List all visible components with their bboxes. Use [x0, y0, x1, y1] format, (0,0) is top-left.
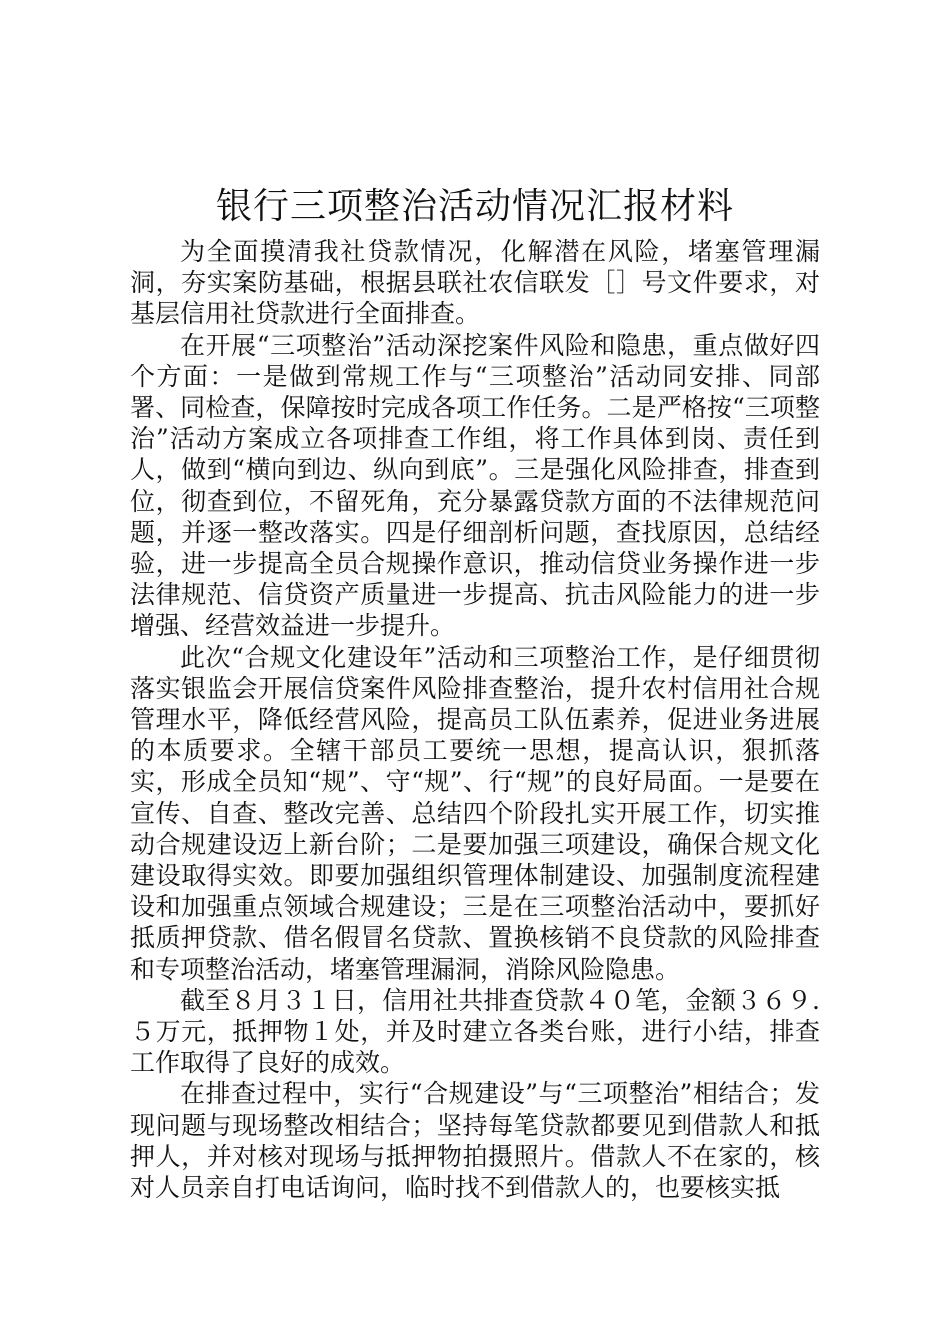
paragraph-2: 在开展“三项整治”活动深挖案件风险和隐患，重点做好四个方面：一是做到常规工作与“三项整治”活动同安排、同部署、同检查，保障按时完成各项工作任务。二是严格按“三项整治”活动方案成立各项排查工作组，将工作具体到岗、责任到人，做到“横向到边、纵向到底”。三是强化风险排查，排查到位，彻查到位，不留死角，充分暴露贷款方面的不法律规范问题，并逐一整改落实。四是仔细剖析问题，查找原因，总结经验，进一步提高全员合规操作意识，推动信贷业务操作进一步法律规范、信贷资产质量进一步提高、抗击风险能力的进一步增强、经营效益进一步提升。: [130, 330, 820, 641]
document-body: [130, 236, 820, 1203]
document-title: 银行三项整治活动情况汇报材料: [215, 186, 734, 227]
paragraph-3: 此次“合规文化建设年”活动和三项整治工作，是仔细贯彻落实银监会开展信贷案件风险排查整治，提升农村信用社合规管理水平，降低经营风险，提高员工队伍素养，促进业务进展的本质要求。全辖干部员工要统一思想，提高认识，狠抓落实，形成全员知“规”、守“规”、行“规”的良好局面。一是要在宣传、自查、整改完善、总结四个阶段扎实开展工作，切实推动合规建设迈上新台阶；二是要加强三项建设，确保合规文化建设取得实效。即要加强组织管理体制建设、加强制度流程建设和加强重点领域合规建设；三是在三项整治活动中，要抓好抵质押贷款、借名假冒名贷款、置换核销不良贷款的风险排查和专项整治活动，堵塞管理漏洞，消除风险隐患。: [130, 642, 820, 984]
paragraph-5: 在排查过程中，实行“合规建设”与“三项整治”相结合；发现问题与现场整改相结合；坚持每笔贷款都要见到借款人和抵押人，并对核对现场与抵押物拍摄照片。借款人不在家的，核对人员亲自打电话询问，临时找不到借款人的，也要核实抵: [130, 1079, 820, 1203]
paragraph-1: 为全面摸清我社贷款情况，化解潜在风险，堵塞管理漏洞，夯实案防基础，根据县联社农信联发［］号文件要求，对基层信用社贷款进行全面排查。: [130, 237, 820, 329]
paragraph-4: 截至８月３１日，信用社共排查贷款４０笔，金额３６９.５万元，抵押物１处，并及时建立各类台账，进行小结，排查工作取得了良好的成效。: [130, 985, 820, 1078]
